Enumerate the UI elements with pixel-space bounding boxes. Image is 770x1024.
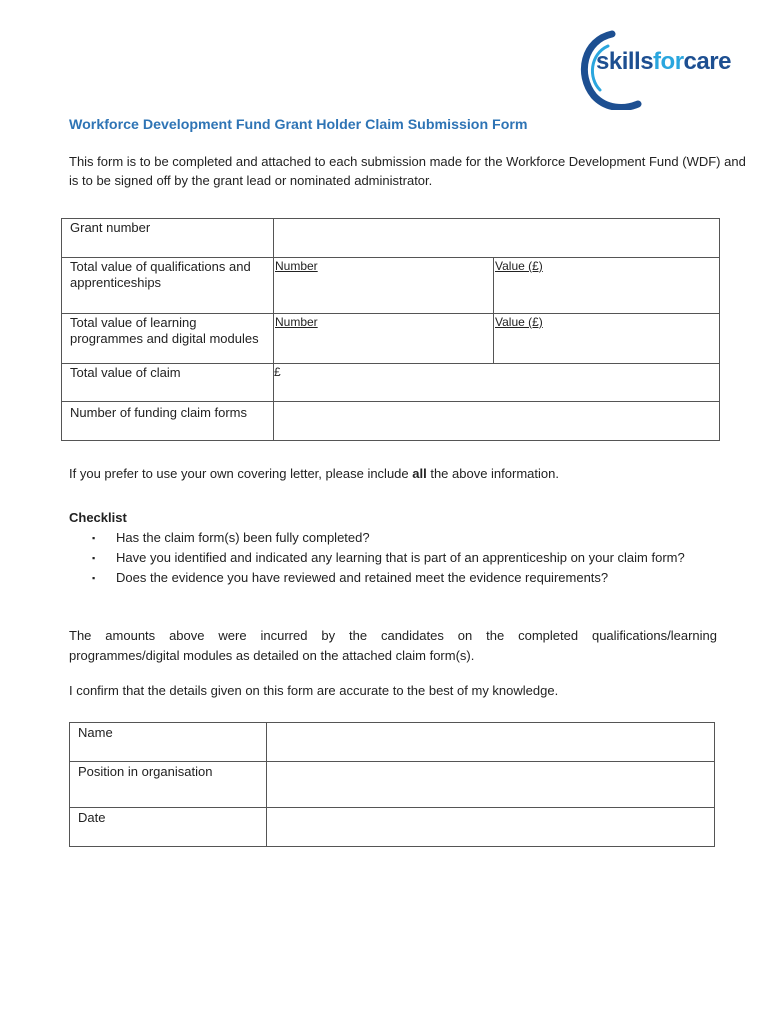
- table-row: [70, 723, 715, 762]
- logo-word-for: for: [653, 48, 684, 75]
- logo-word-skills: skills: [596, 48, 654, 75]
- list-item: [92, 568, 720, 588]
- name-label: Name: [70, 723, 267, 762]
- logo-wordmark: [596, 48, 731, 76]
- list-item: [92, 528, 720, 548]
- checklist: [92, 528, 720, 588]
- logo-word-care: care: [683, 48, 731, 75]
- table-row: [62, 219, 720, 258]
- checklist-heading: Checklist: [69, 510, 127, 525]
- qualifications-number-field[interactable]: [274, 258, 494, 314]
- table-row: [62, 258, 720, 314]
- checklist-item-text: Does the evidence you have reviewed and retained meet the evidence requirements?: [116, 570, 609, 585]
- covering-letter-note: [69, 466, 559, 481]
- bullet-icon: ▪: [92, 533, 96, 543]
- total-claim-label: Total value of claim: [62, 364, 274, 402]
- table-row: [62, 314, 720, 364]
- learning-number-label: Number: [275, 315, 318, 329]
- learning-value-label: Value (£): [495, 315, 543, 329]
- checklist-item-text: Has the claim form(s) been fully completed?: [116, 530, 370, 545]
- qualifications-number-label: Number: [275, 259, 318, 273]
- name-field[interactable]: [267, 723, 715, 762]
- bullet-icon: ▪: [92, 553, 96, 563]
- qualifications-value-field[interactable]: [494, 258, 720, 314]
- amounts-paragraph: The amounts above were incurred by the candidates on the completed qualifications/learning programmes/digital modules as detailed on the attached claim form(s).: [69, 628, 717, 663]
- position-label: Position in organisation: [70, 762, 267, 808]
- bullet-icon: ▪: [92, 573, 96, 583]
- total-claim-field[interactable]: [274, 364, 720, 402]
- covering-letter-text-2: the above information.: [426, 466, 559, 481]
- intro-paragraph: This form is to be completed and attached to each submission made for the Workforce Development Fund (WDF) and is to be signed off by the grant lead or nominated administrator.: [69, 154, 746, 188]
- date-field[interactable]: [267, 808, 715, 847]
- grant-number-label: Grant number: [62, 219, 274, 258]
- grant-number-field[interactable]: [274, 219, 720, 258]
- position-field[interactable]: [267, 762, 715, 808]
- signoff-table: [69, 722, 715, 847]
- currency-symbol: £: [274, 365, 281, 379]
- learning-value-field[interactable]: [494, 314, 720, 364]
- table-row: [70, 762, 715, 808]
- learning-label: Total value of learning programmes and digital modules: [62, 314, 274, 364]
- funding-forms-label: Number of funding claim forms: [62, 402, 274, 441]
- date-label: Date: [70, 808, 267, 847]
- funding-forms-field[interactable]: [274, 402, 720, 441]
- page-title: Workforce Development Fund Grant Holder Claim Submission Form: [69, 117, 528, 133]
- checklist-item-text: Have you identified and indicated any learning that is part of an apprenticeship on your claim form?: [116, 550, 685, 565]
- covering-letter-text-1: If you prefer to use your own covering letter, please include: [69, 466, 413, 481]
- table-row: [70, 808, 715, 847]
- qualifications-value-label: Value (£): [495, 259, 543, 273]
- table-row: [62, 402, 720, 441]
- learning-number-field[interactable]: [274, 314, 494, 364]
- claim-details-table: [61, 218, 720, 441]
- covering-letter-emphasis: all: [412, 466, 427, 481]
- qualifications-label: Total value of qualifications and apprenticeships: [62, 258, 274, 314]
- confirmation-paragraph: I confirm that the details given on this form are accurate to the best of my knowledge.: [69, 683, 559, 698]
- table-row: [62, 364, 720, 402]
- list-item: [92, 548, 720, 568]
